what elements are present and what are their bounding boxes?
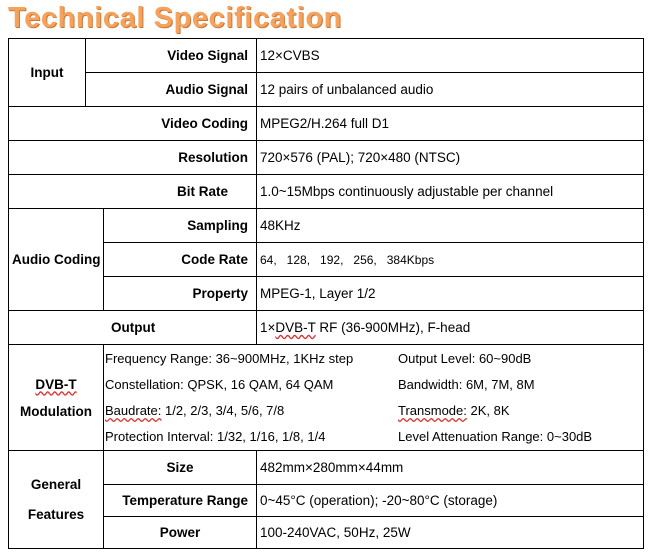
spec-value-size: 482mm×280mm×44mm [257,451,644,485]
spec-row-audio-signal [9,73,644,107]
spec-value-bit-rate: 1.0~15Mbps continuously adjustable per channel [257,175,644,209]
spec-label-property: Property [104,277,257,311]
output-value-prefix: 1× [260,320,276,335]
spec-label-resolution: Resolution [9,141,257,175]
spec-value-power: 100-240VAC, 50Hz, 25W [257,517,644,549]
dvbt-group-line2: Modulation [20,403,92,419]
general-group-line2: Features [27,506,85,522]
dvbt-group-line1: DVB-T [35,376,77,392]
spec-row-sampling [9,209,644,243]
spec-row-code-rate [9,243,644,277]
spec-row-property [9,277,644,311]
general-group-line1: General [30,476,82,492]
dvbt-baudrate: Baudrate: 1/2, 2/3, 3/4, 5/6, 7/8 [105,403,285,418]
spec-row-video-signal [9,39,644,73]
spec-label-size: Size [104,451,257,485]
group-label-input: Input [9,39,86,107]
spec-label-video-coding: Video Coding [9,107,257,141]
spec-value-temperature: 0~45°C (operation); -20~80°C (storage) [257,485,644,517]
spec-value-output [257,311,644,345]
spec-label-output: Output [9,311,257,345]
dvbt-grid [104,346,643,450]
dvbt-constellation: Constellation: QPSK, 16 QAM, 64 QAM [105,377,334,392]
spec-value-resolution: 720×576 (PAL); 720×480 (NTSC) [257,141,644,175]
spec-value-video-coding: MPEG2/H.264 full D1 [257,107,644,141]
group-label-audio-coding: Audio Coding [9,209,104,311]
page-title: Technical Specification [8,2,342,34]
spec-value-code-rate: 64, 128, 192, 256, 384Kbps [257,243,644,277]
spec-row-dvbt [9,345,644,451]
spec-label-code-rate: Code Rate [104,243,257,277]
dvbt-frequency-range: Frequency Range: 36~900MHz, 1KHz step [105,351,354,366]
spec-table [8,38,644,549]
spec-value-property: MPEG-1, Layer 1/2 [257,277,644,311]
spec-label-audio-signal: Audio Signal [86,73,257,107]
spec-row-temperature [9,485,644,517]
output-value-standard: DVB-T [275,320,316,335]
dvbt-bandwidth: Bandwidth: 6M, 7M, 8M [398,377,535,392]
dvbt-level-attenuation: Level Attenuation Range: 0~30dB [398,429,593,444]
dvbt-output-level: Output Level: 60~90dB [398,351,532,366]
spec-value-video-signal: 12×CVBS [257,39,644,73]
dvbt-transmode: Transmode: 2K, 8K [398,403,510,418]
spec-row-size [9,451,644,485]
group-label-general [9,451,104,549]
spec-label-bit-rate: Bit Rate [9,175,257,209]
spec-label-video-signal: Video Signal [86,39,257,73]
spec-row-resolution [9,141,644,175]
spec-row-bit-rate [9,175,644,209]
spec-label-temperature: Temperature Range [104,485,257,517]
spec-row-output [9,311,644,345]
spec-value-audio-signal: 12 pairs of unbalanced audio [257,73,644,107]
dvbt-grid-cell [104,345,644,451]
spec-label-sampling: Sampling [104,209,257,243]
dvbt-protection-interval: Protection Interval: 1/32, 1/16, 1/8, 1/4 [105,429,326,444]
spec-row-power [9,517,644,549]
group-label-dvbt [9,345,104,451]
spec-value-sampling: 48KHz [257,209,644,243]
spec-label-power: Power [104,517,257,549]
spec-row-video-coding [9,107,644,141]
output-value-suffix: RF (36-900MHz), F-head [315,320,471,335]
